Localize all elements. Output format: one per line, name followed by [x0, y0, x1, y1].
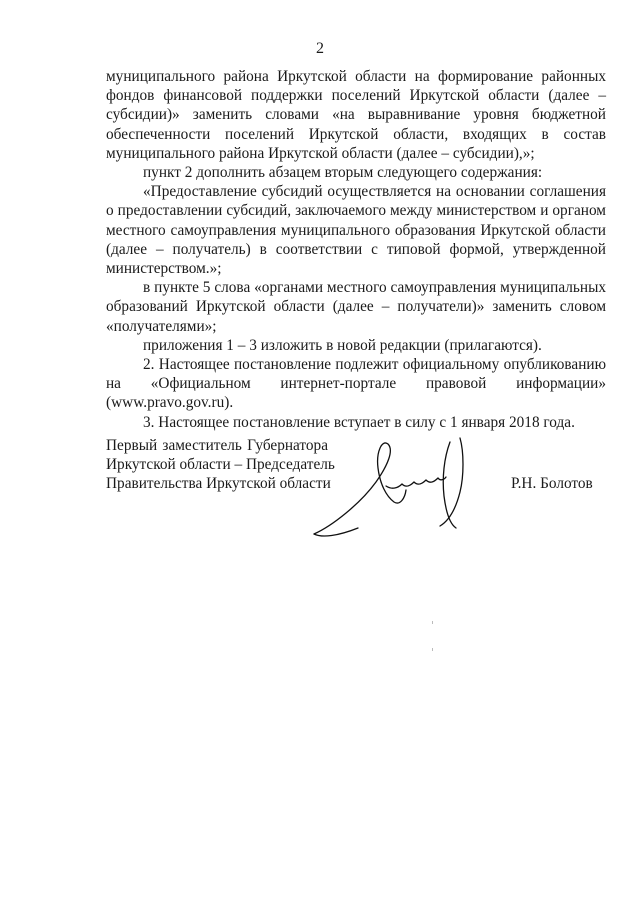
signatory-title-line-3: Правительства Иркутской области — [106, 475, 331, 493]
paragraph-continuation: муниципального района Иркутской области на формирование районных фондов финансовой поддержки поселений Иркутской области (далее – субсидии)» заменить словами «на выравнивание уровня бюджетной обеспеченности поселений Иркутской области, входящих в состав муниципального района Иркутской области (далее – субсидии),»; — [106, 68, 606, 162]
document-body — [106, 67, 606, 432]
paragraph-quote: «Предоставление субсидий осуществляется на основании соглашения о предоставлении субсидий, заключаемого между министерством и органом местного самоуправления муниципального образования Иркутской области (далее – получатель) в соответствии с типовой формой, утвержденной министерством.»; — [106, 183, 606, 278]
signatory-title-line-2: Иркутской области – Председатель — [106, 456, 335, 474]
signatory-title-line-1: Первый заместитель Губернатора — [106, 437, 328, 454]
signatory-title — [106, 436, 335, 494]
scan-artifact-dot — [432, 648, 433, 651]
scan-artifact-dot — [432, 621, 433, 624]
paragraph-effective-date: 3. Настоящее постановление вступает в силу с 1 января 2018 года. — [143, 413, 575, 431]
paragraph-item-5: в пункте 5 слова «органами местного самоуправления муниципальных образований Иркутской области (далее – получатели)» заменить словом «получателями»; — [106, 279, 606, 335]
paragraph-item-2: пункт 2 дополнить абзацем вторым следующего содержания: — [143, 164, 543, 182]
handwritten-signature — [302, 432, 482, 546]
signer-name: Р.Н. Болотов — [511, 475, 593, 492]
paragraph-publication: 2. Настоящее постановление подлежит официальному опубликованию на «Официальном интернет-портале правовой информации» (www.pravo.gov.ru). — [106, 356, 606, 412]
page-number: 2 — [316, 40, 324, 57]
paragraph-appendices: приложения 1 – 3 изложить в новой редакции (прилагаются). — [143, 336, 542, 354]
